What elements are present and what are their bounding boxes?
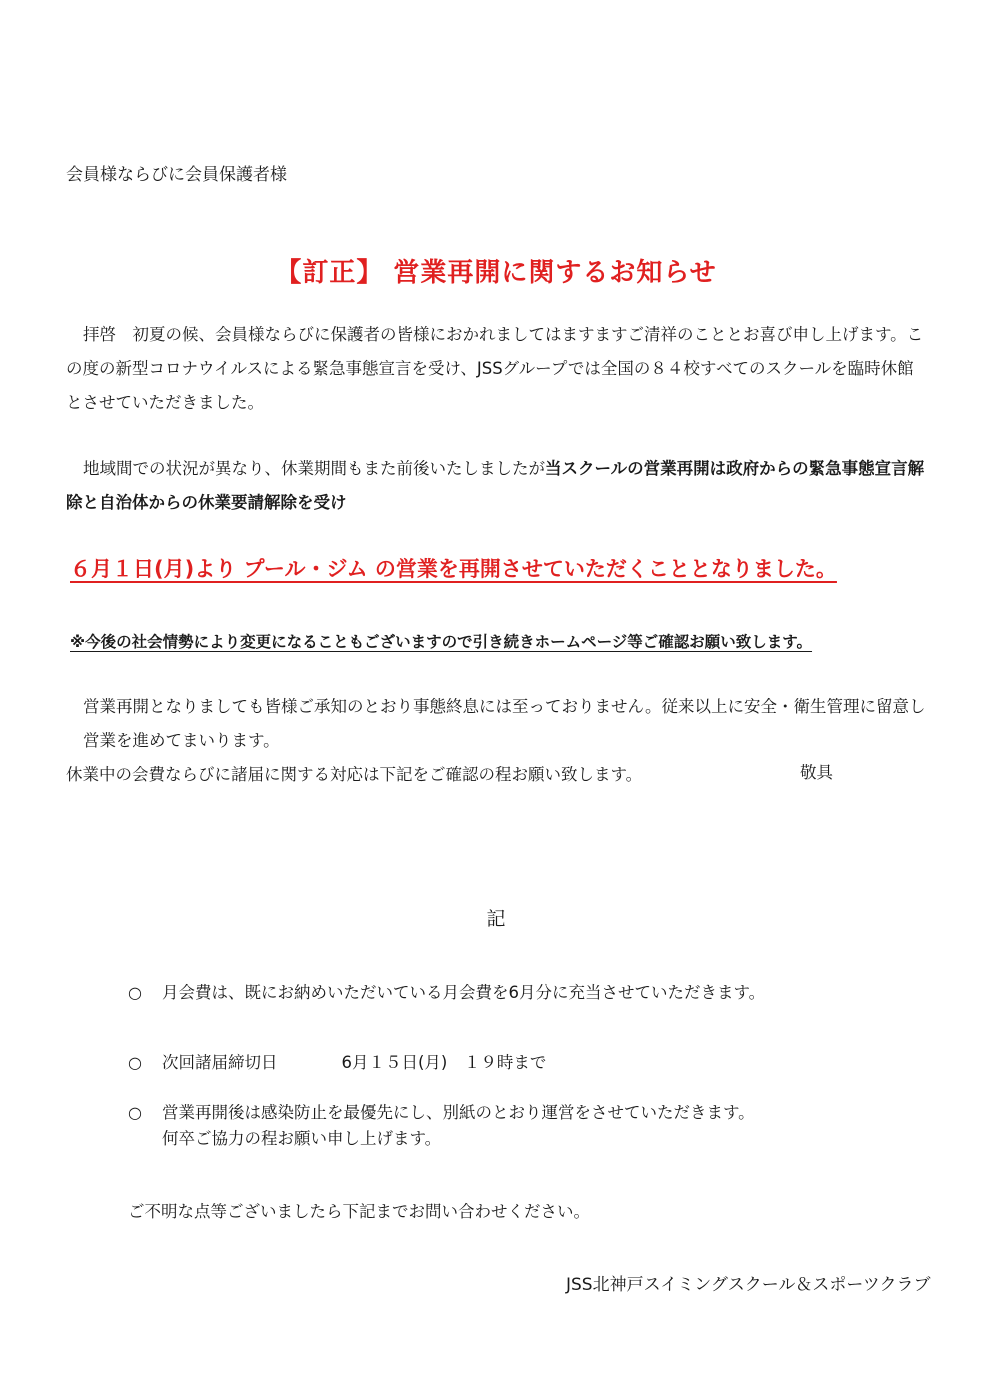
- greeting-text: 拝啓 初夏の候、会員様ならびに保護者の皆様におかれましてはますますご清祥のこととお喜び申し上げます。この度の新型コロナウイルスによる緊急事態宣言を受け、JSSグループでは全国の８４校すべてのスクールを臨時休館とさせていただきました。: [66, 325, 924, 412]
- reopening-announcement: ６月１日(月)より プール・ジム の営業を再開させていただくこととなりました。: [70, 557, 837, 581]
- fees-reference-text: 休業中の会費ならびに諸届に関する対応は下記をご確認の程お願い致します。: [66, 765, 643, 784]
- list-item: [128, 1050, 546, 1076]
- salutation: 会員様ならびに会員保護者様: [66, 165, 287, 185]
- greeting-paragraph: [66, 318, 926, 420]
- document-title: 【訂正】 営業再開に関するお知らせ: [275, 258, 717, 288]
- closing-keigu: 敬具: [800, 763, 833, 782]
- list-item-text-continued: 何卒ご協力の程お願い申し上げます。: [162, 1129, 442, 1148]
- list-item-text: 営業再開後は感染防止を最優先にし、別紙のとおり運営をさせていただきます。: [162, 1103, 755, 1122]
- deadline-date: 6月１５日(月) １９時まで: [341, 1053, 547, 1072]
- situation-paragraph: [66, 452, 926, 520]
- circle-bullet-icon: ○: [128, 1103, 142, 1122]
- circle-bullet-icon: ○: [128, 983, 142, 1002]
- circle-bullet-icon: ○: [128, 1053, 142, 1072]
- list-item: [128, 1100, 755, 1152]
- list-item: [128, 980, 765, 1006]
- operations-text: 営業再開となりましても皆様ご承知のとおり事態終息には至っておりません。従来以上に安全・衛生管理に留意し営業を進めてまいります。: [83, 697, 926, 750]
- operations-paragraph: [66, 690, 926, 792]
- organization-name: JSS北神戸スイミングスクール＆スポーツクラブ: [566, 1275, 931, 1295]
- ki-heading: 記: [486, 908, 506, 930]
- situation-text: 地域間での状況が異なり、休業期間もまた前後いたしましたが: [83, 459, 545, 478]
- list-item-text: 月会費は、既にお納めいただいている月会費を6月分に充当させていただきます。: [162, 983, 766, 1002]
- situation-bold-text: 当スクールの営業再開は政府からの緊急事態宣言解除と自治体からの休業要請解除を受け: [66, 459, 925, 512]
- contact-note: ご不明な点等ございましたら下記までお問い合わせください。: [128, 1202, 590, 1221]
- list-item-text: 次回諸届締切日: [162, 1053, 278, 1072]
- change-notice: ※今後の社会情勢により変更になることもございますので引き続きホームページ等ご確認お願い致します。: [70, 633, 813, 651]
